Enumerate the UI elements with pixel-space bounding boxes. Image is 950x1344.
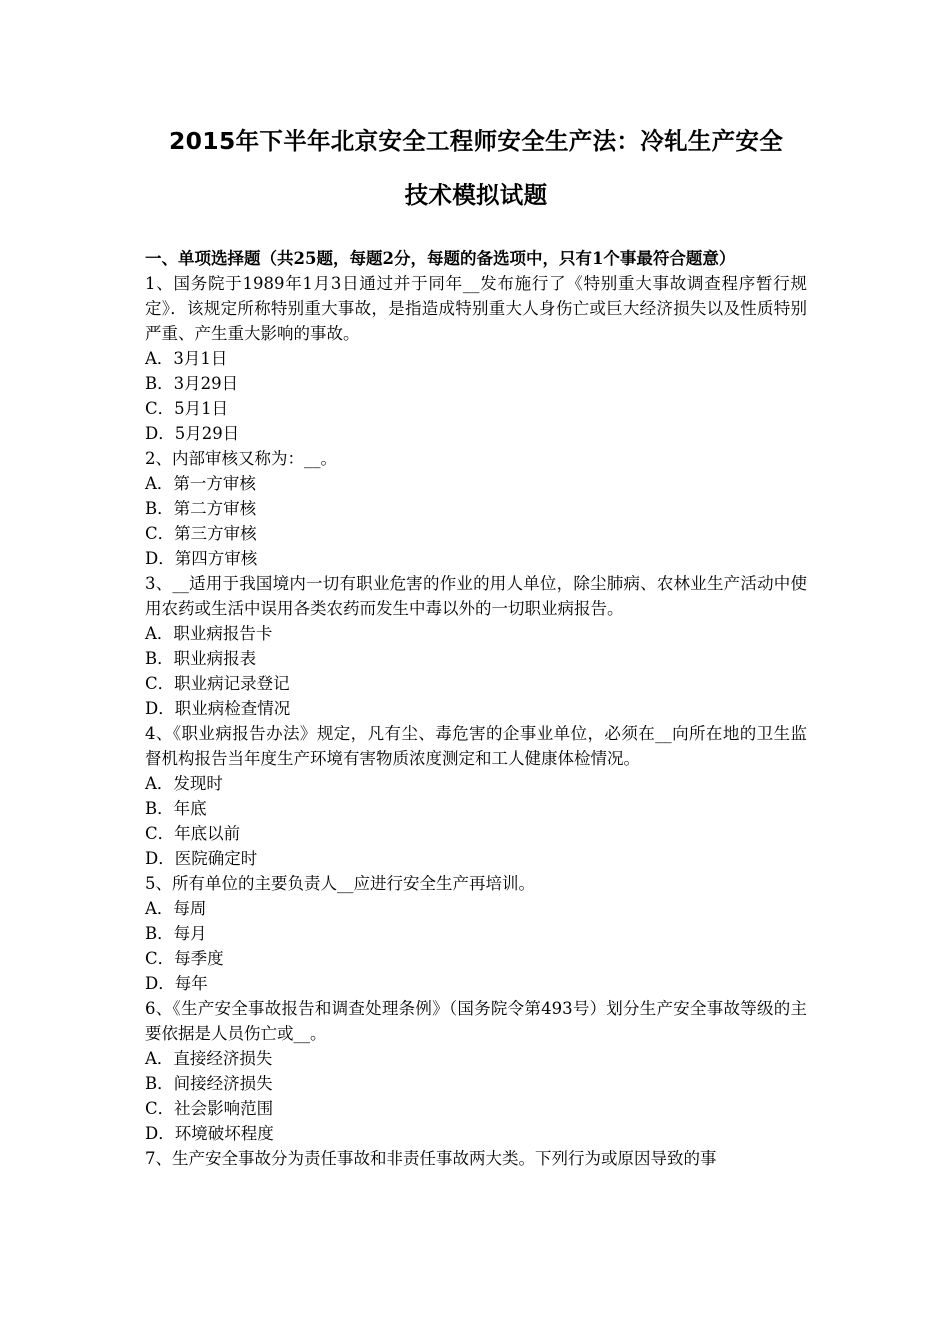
option-a: A．直接经济损失 (145, 1049, 273, 1068)
question-7 (145, 1146, 807, 1171)
option-a: A．每周 (145, 899, 207, 918)
question-3 (145, 571, 807, 721)
option-b: B．间接经济损失 (145, 1074, 273, 1093)
option-a: A．发现时 (145, 774, 223, 793)
question-1 (145, 271, 807, 446)
question-stem: 4、《职业病报告办法》规定，凡有尘、毒危害的企事业单位，必须在__向所在地的卫生监督机构报告当年度生产环境有害物质浓度测定和工人健康体检情况。 (145, 724, 807, 768)
question-stem: 5、所有单位的主要负责人__应进行安全生产再培训。 (145, 874, 535, 893)
option-b: B．年底 (145, 799, 207, 818)
question-stem: 6、《生产安全事故报告和调查处理条例》（国务院令第493号）划分生产安全事故等级的主要依据是人员伤亡或__。 (145, 999, 807, 1043)
question-5 (145, 871, 807, 996)
option-d: D．第四方审核 (145, 549, 258, 568)
option-d: D．每年 (145, 974, 208, 993)
option-b: B．职业病报表 (145, 649, 257, 668)
title-line-1: 2015年下半年北京安全工程师安全生产法：冷轧生产安全 (168, 127, 783, 155)
option-c: C．年底以前 (145, 824, 241, 843)
option-a: A．第一方审核 (145, 474, 256, 493)
option-c: C．每季度 (145, 949, 224, 968)
question-stem: 1、国务院于1989年1月3日通过并于同年__发布施行了《特别重大事故调查程序暂行规定》．该规定所称特别重大事故，是指造成特别重大人身伤亡或巨大经济损失以及性质特别严重、产生重大影响的事故。 (145, 274, 807, 343)
option-c: C．5月1日 (145, 399, 229, 418)
option-d: D．医院确定时 (145, 849, 258, 868)
option-d: D．5月29日 (145, 424, 240, 443)
option-b: B．第二方审核 (145, 499, 257, 518)
option-a: A．3月1日 (145, 349, 228, 368)
document-page (145, 0, 807, 1171)
option-c: C．第三方审核 (145, 524, 257, 543)
question-stem: 7、生产安全事故分为责任事故和非责任事故两大类。下列行为或原因导致的事 (145, 1149, 717, 1168)
option-c: C．社会影响范围 (145, 1099, 274, 1118)
option-a: A．职业病报告卡 (145, 624, 273, 643)
document-body (145, 246, 807, 1171)
option-d: D．环境破坏程度 (145, 1124, 274, 1143)
option-b: B．3月29日 (145, 374, 239, 393)
option-c: C．职业病记录登记 (145, 674, 290, 693)
option-d: D．职业病检查情况 (145, 699, 291, 718)
question-6 (145, 996, 807, 1146)
option-b: B．每月 (145, 924, 207, 943)
question-stem: 2、内部审核又称为：__。 (145, 449, 337, 468)
document-title (145, 0, 807, 222)
title-line-2: 技术模拟试题 (404, 181, 548, 209)
section-heading: 一、单项选择题（共25题，每题2分，每题的备选项中，只有1个事最符合题意） (145, 249, 736, 268)
question-2 (145, 446, 807, 571)
question-4 (145, 721, 807, 871)
question-stem: 3、__适用于我国境内一切有职业危害的作业的用人单位，除尘肺病、农林业生产活动中使用农药或生活中误用各类农药而发生中毒以外的一切职业病报告。 (145, 574, 807, 618)
